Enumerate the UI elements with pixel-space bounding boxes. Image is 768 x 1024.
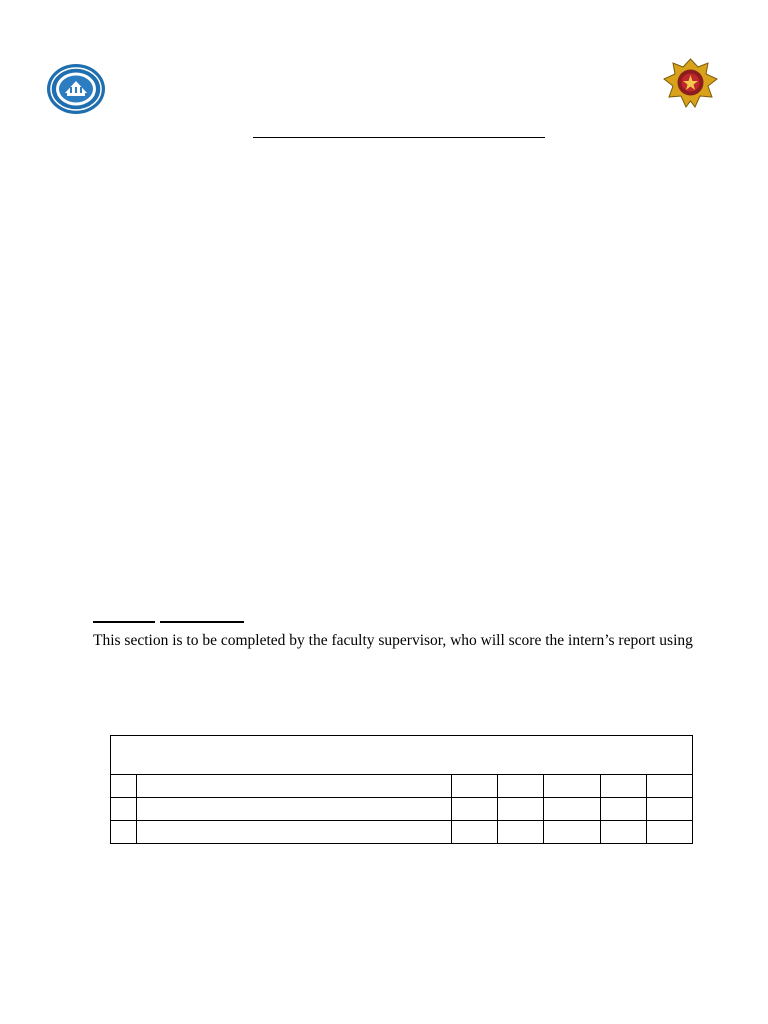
section-heading-underline-left — [93, 621, 155, 623]
score-cell[interactable] — [601, 798, 647, 821]
university-seal-icon — [45, 63, 107, 115]
table-header-row — [111, 736, 693, 775]
score-cell[interactable] — [452, 775, 498, 798]
criterion-cell — [137, 798, 452, 821]
score-cell[interactable] — [647, 798, 693, 821]
score-cell[interactable] — [544, 821, 601, 844]
scoring-table — [110, 735, 693, 844]
score-cell[interactable] — [601, 775, 647, 798]
row-number-cell — [111, 775, 137, 798]
score-cell[interactable] — [544, 775, 601, 798]
score-cell[interactable] — [544, 798, 601, 821]
instructions-text: This section is to be completed by the faculty supervisor, who will score the intern’s report using — [93, 632, 693, 649]
table-row — [111, 798, 693, 821]
criterion-cell — [137, 775, 452, 798]
score-cell[interactable] — [601, 821, 647, 844]
score-cell[interactable] — [647, 821, 693, 844]
score-cell[interactable] — [498, 821, 544, 844]
score-cell[interactable] — [498, 775, 544, 798]
fire-department-badge-icon — [662, 58, 719, 108]
row-number-cell — [111, 821, 137, 844]
table-caption — [111, 736, 693, 775]
row-number-cell — [111, 798, 137, 821]
score-cell[interactable] — [452, 821, 498, 844]
score-cell[interactable] — [452, 798, 498, 821]
score-cell[interactable] — [498, 798, 544, 821]
criterion-cell — [137, 821, 452, 844]
section-heading-underline-right — [160, 621, 244, 623]
title-underline — [253, 137, 545, 138]
table-row — [111, 821, 693, 844]
score-cell[interactable] — [647, 775, 693, 798]
table-row — [111, 775, 693, 798]
